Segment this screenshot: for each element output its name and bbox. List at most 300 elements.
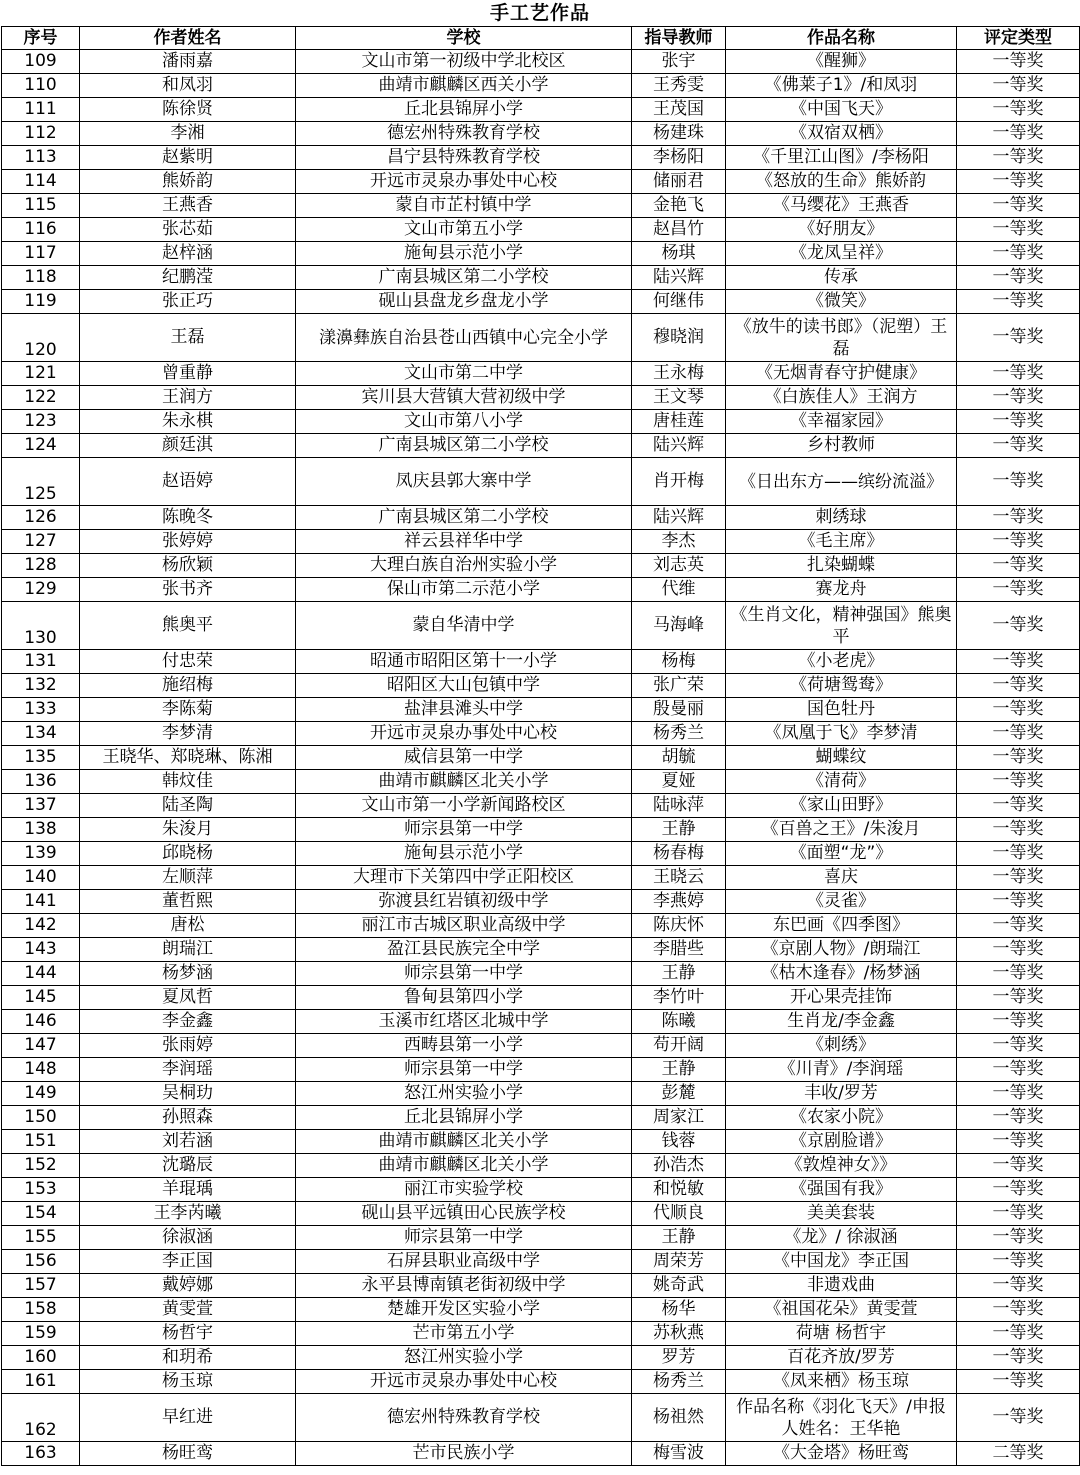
cell-teacher: 和悦敏 xyxy=(632,1178,726,1202)
cell-work: 《生肖文化，精神强国》熊奥平 xyxy=(726,602,957,650)
cell-seq: 119 xyxy=(2,290,80,314)
cell-author: 羊琨瑀 xyxy=(80,1178,296,1202)
cell-seq: 146 xyxy=(2,1010,80,1034)
cell-award: 一等奖 xyxy=(957,1370,1080,1394)
cell-work: 《凤来栖》杨玉琼 xyxy=(726,1370,957,1394)
cell-school: 玉溪市红塔区北城中学 xyxy=(296,1010,632,1034)
header-school: 学校 xyxy=(296,27,632,50)
cell-work: 《百兽之王》/朱浚月 xyxy=(726,818,957,842)
cell-school: 师宗县第一中学 xyxy=(296,962,632,986)
cell-author: 杨旺鸾 xyxy=(80,1442,296,1466)
cell-work: 《马缨花》王燕香 xyxy=(726,194,957,218)
cell-award: 一等奖 xyxy=(957,314,1080,362)
cell-author: 韩炆佳 xyxy=(80,770,296,794)
cell-school: 保山市第二示范小学 xyxy=(296,578,632,602)
cell-author: 熊奥平 xyxy=(80,602,296,650)
table-row xyxy=(2,986,1080,1010)
table-row xyxy=(2,1394,1080,1442)
header-award: 评定类型 xyxy=(957,27,1080,50)
cell-work: 美美套装 xyxy=(726,1202,957,1226)
cell-teacher: 王茂国 xyxy=(632,98,726,122)
cell-seq: 125 xyxy=(2,458,80,506)
cell-school: 昌宁县特殊教育学校 xyxy=(296,146,632,170)
cell-author: 潘雨嘉 xyxy=(80,50,296,74)
header-author: 作者姓名 xyxy=(80,27,296,50)
cell-school: 开远市灵泉办事处中心校 xyxy=(296,170,632,194)
cell-author: 王燕香 xyxy=(80,194,296,218)
cell-teacher: 王静 xyxy=(632,818,726,842)
cell-school: 师宗县第一中学 xyxy=(296,1058,632,1082)
cell-school: 昭通市昭阳区第十一小学 xyxy=(296,650,632,674)
cell-teacher: 杨琪 xyxy=(632,242,726,266)
cell-seq: 112 xyxy=(2,122,80,146)
cell-teacher: 李杨阳 xyxy=(632,146,726,170)
cell-work: 东巴画《四季图》 xyxy=(726,914,957,938)
table-row xyxy=(2,98,1080,122)
header-row xyxy=(2,27,1080,50)
cell-school: 文山市第一小学新闻路校区 xyxy=(296,794,632,818)
cell-award: 一等奖 xyxy=(957,98,1080,122)
cell-author: 张芯茹 xyxy=(80,218,296,242)
cell-school: 曲靖市麒麟区北关小学 xyxy=(296,1154,632,1178)
cell-school: 文山市第五小学 xyxy=(296,218,632,242)
cell-teacher: 肖开梅 xyxy=(632,458,726,506)
cell-teacher: 杨秀兰 xyxy=(632,1370,726,1394)
cell-award: 一等奖 xyxy=(957,1346,1080,1370)
cell-award: 一等奖 xyxy=(957,410,1080,434)
cell-seq: 120 xyxy=(2,314,80,362)
cell-award: 一等奖 xyxy=(957,266,1080,290)
cell-school: 文山市第八小学 xyxy=(296,410,632,434)
table-row xyxy=(2,362,1080,386)
table-row xyxy=(2,74,1080,98)
cell-author: 纪鹏滢 xyxy=(80,266,296,290)
cell-award: 一等奖 xyxy=(957,1226,1080,1250)
cell-school: 宾川县大营镇大营初级中学 xyxy=(296,386,632,410)
cell-teacher: 陆兴辉 xyxy=(632,266,726,290)
cell-award: 一等奖 xyxy=(957,50,1080,74)
header-seq: 序号 xyxy=(2,27,80,50)
cell-author: 王晓华、郑晓琳、陈湘 xyxy=(80,746,296,770)
table-row xyxy=(2,842,1080,866)
cell-author: 戴婷娜 xyxy=(80,1274,296,1298)
cell-school: 曲靖市麒麟区西关小学 xyxy=(296,74,632,98)
cell-teacher: 杨春梅 xyxy=(632,842,726,866)
table-row xyxy=(2,290,1080,314)
cell-teacher: 周家江 xyxy=(632,1106,726,1130)
cell-school: 丘北县锦屏小学 xyxy=(296,1106,632,1130)
cell-teacher: 孙浩杰 xyxy=(632,1154,726,1178)
cell-author: 张书齐 xyxy=(80,578,296,602)
table-row xyxy=(2,938,1080,962)
cell-award: 一等奖 xyxy=(957,1322,1080,1346)
cell-school: 石屏县职业高级中学 xyxy=(296,1250,632,1274)
cell-teacher: 钱蓉 xyxy=(632,1130,726,1154)
cell-seq: 128 xyxy=(2,554,80,578)
table-row xyxy=(2,1274,1080,1298)
cell-work: 《清荷》 xyxy=(726,770,957,794)
cell-seq: 122 xyxy=(2,386,80,410)
cell-author: 付忠荣 xyxy=(80,650,296,674)
cell-author: 赵紫明 xyxy=(80,146,296,170)
table-row xyxy=(2,242,1080,266)
cell-author: 王李芮曦 xyxy=(80,1202,296,1226)
cell-award: 一等奖 xyxy=(957,554,1080,578)
cell-teacher: 杨华 xyxy=(632,1298,726,1322)
cell-school: 曲靖市麒麟区北关小学 xyxy=(296,770,632,794)
cell-teacher: 代维 xyxy=(632,578,726,602)
cell-teacher: 王静 xyxy=(632,1058,726,1082)
cell-award: 一等奖 xyxy=(957,1154,1080,1178)
table-row xyxy=(2,1106,1080,1130)
table-row xyxy=(2,722,1080,746)
cell-award: 一等奖 xyxy=(957,218,1080,242)
cell-school: 鲁甸县第四小学 xyxy=(296,986,632,1010)
cell-teacher: 李腊些 xyxy=(632,938,726,962)
cell-work: 《祖国花朵》黄雯萱 xyxy=(726,1298,957,1322)
cell-seq: 156 xyxy=(2,1250,80,1274)
cell-work: 《枯木逢春》/杨梦涵 xyxy=(726,962,957,986)
cell-seq: 126 xyxy=(2,506,80,530)
cell-author: 徐淑涵 xyxy=(80,1226,296,1250)
cell-school: 文山市第一初级中学北校区 xyxy=(296,50,632,74)
cell-teacher: 胡毓 xyxy=(632,746,726,770)
cell-work: 《好朋友》 xyxy=(726,218,957,242)
cell-teacher: 陈庆怀 xyxy=(632,914,726,938)
table-row xyxy=(2,674,1080,698)
cell-work: 百花齐放/罗芳 xyxy=(726,1346,957,1370)
table-row xyxy=(2,386,1080,410)
cell-school: 威信县第一中学 xyxy=(296,746,632,770)
cell-work: 《怒放的生命》熊娇韵 xyxy=(726,170,957,194)
table-row xyxy=(2,1322,1080,1346)
table-row xyxy=(2,962,1080,986)
cell-teacher: 陆兴辉 xyxy=(632,506,726,530)
cell-school: 广南县城区第二小学校 xyxy=(296,506,632,530)
cell-seq: 117 xyxy=(2,242,80,266)
cell-author: 张婷婷 xyxy=(80,530,296,554)
cell-school: 祥云县祥华中学 xyxy=(296,530,632,554)
cell-school: 盈江县民族完全中学 xyxy=(296,938,632,962)
cell-author: 陆圣陶 xyxy=(80,794,296,818)
cell-award: 一等奖 xyxy=(957,146,1080,170)
cell-seq: 163 xyxy=(2,1442,80,1466)
cell-author: 邱晓杨 xyxy=(80,842,296,866)
cell-school: 文山市第二中学 xyxy=(296,362,632,386)
table-row xyxy=(2,1442,1080,1466)
cell-work: 《放牛的读书郎》（泥塑）王磊 xyxy=(726,314,957,362)
table-row xyxy=(2,146,1080,170)
table-row xyxy=(2,1058,1080,1082)
cell-work: 《双宿双栖》 xyxy=(726,122,957,146)
cell-school: 弥渡县红岩镇初级中学 xyxy=(296,890,632,914)
cell-seq: 136 xyxy=(2,770,80,794)
cell-work: 荷塘 杨哲宇 xyxy=(726,1322,957,1346)
cell-teacher: 王晓云 xyxy=(632,866,726,890)
cell-teacher: 张宇 xyxy=(632,50,726,74)
table-row xyxy=(2,530,1080,554)
cell-work: 《千里江山图》/李杨阳 xyxy=(726,146,957,170)
cell-teacher: 代顺良 xyxy=(632,1202,726,1226)
cell-seq: 135 xyxy=(2,746,80,770)
cell-author: 杨哲宇 xyxy=(80,1322,296,1346)
cell-author: 杨玉琼 xyxy=(80,1370,296,1394)
cell-award: 一等奖 xyxy=(957,698,1080,722)
cell-author: 李金鑫 xyxy=(80,1010,296,1034)
cell-seq: 123 xyxy=(2,410,80,434)
cell-work: 《中国飞天》 xyxy=(726,98,957,122)
cell-seq: 141 xyxy=(2,890,80,914)
cell-seq: 134 xyxy=(2,722,80,746)
cell-seq: 153 xyxy=(2,1178,80,1202)
cell-seq: 161 xyxy=(2,1370,80,1394)
cell-author: 陈晚冬 xyxy=(80,506,296,530)
cell-teacher: 李杰 xyxy=(632,530,726,554)
cell-teacher: 李竹叶 xyxy=(632,986,726,1010)
cell-work: 《荷塘鸳鸯》 xyxy=(726,674,957,698)
table-row xyxy=(2,1226,1080,1250)
cell-work: 《家山田野》 xyxy=(726,794,957,818)
cell-work: 《微笑》 xyxy=(726,290,957,314)
cell-teacher: 穆晓润 xyxy=(632,314,726,362)
cell-teacher: 杨秀兰 xyxy=(632,722,726,746)
cell-school: 漾濞彝族自治县苍山西镇中心完全小学 xyxy=(296,314,632,362)
cell-work: 蝴蝶纹 xyxy=(726,746,957,770)
cell-work: 国色牡丹 xyxy=(726,698,957,722)
table-row xyxy=(2,170,1080,194)
cell-award: 一等奖 xyxy=(957,506,1080,530)
cell-school: 大理市下关第四中学正阳校区 xyxy=(296,866,632,890)
cell-author: 张正巧 xyxy=(80,290,296,314)
cell-school: 凤庆县郭大寨中学 xyxy=(296,458,632,506)
cell-work: 《小老虎》 xyxy=(726,650,957,674)
cell-award: 一等奖 xyxy=(957,1202,1080,1226)
cell-school: 楚雄开发区实验小学 xyxy=(296,1298,632,1322)
table-row xyxy=(2,458,1080,506)
cell-work: 《京剧脸谱》 xyxy=(726,1130,957,1154)
cell-author: 和凤羽 xyxy=(80,74,296,98)
cell-school: 大理白族自治州实验小学 xyxy=(296,554,632,578)
cell-seq: 113 xyxy=(2,146,80,170)
cell-teacher: 周荣芳 xyxy=(632,1250,726,1274)
table-body xyxy=(2,50,1080,1466)
cell-work: 作品名称《羽化飞天》/申报人姓名：王华艳 xyxy=(726,1394,957,1442)
cell-author: 朱永棋 xyxy=(80,410,296,434)
cell-author: 吴桐玏 xyxy=(80,1082,296,1106)
cell-seq: 140 xyxy=(2,866,80,890)
cell-author: 张雨婷 xyxy=(80,1034,296,1058)
cell-award: 一等奖 xyxy=(957,1010,1080,1034)
cell-author: 王磊 xyxy=(80,314,296,362)
cell-seq: 115 xyxy=(2,194,80,218)
cell-seq: 129 xyxy=(2,578,80,602)
cell-work: 《凤凰于飞》李梦清 xyxy=(726,722,957,746)
header-teacher: 指导教师 xyxy=(632,27,726,50)
cell-seq: 158 xyxy=(2,1298,80,1322)
cell-work: 《白族佳人》王润方 xyxy=(726,386,957,410)
cell-award: 一等奖 xyxy=(957,914,1080,938)
cell-school: 德宏州特殊教育学校 xyxy=(296,122,632,146)
table-row xyxy=(2,1130,1080,1154)
cell-award: 一等奖 xyxy=(957,1106,1080,1130)
cell-author: 杨梦涵 xyxy=(80,962,296,986)
cell-school: 师宗县第一中学 xyxy=(296,818,632,842)
cell-author: 李梦清 xyxy=(80,722,296,746)
cell-work: 《无烟青春守护健康》 xyxy=(726,362,957,386)
cell-work: 《醒狮》 xyxy=(726,50,957,74)
cell-school: 怒江州实验小学 xyxy=(296,1082,632,1106)
cell-author: 曾重静 xyxy=(80,362,296,386)
cell-award: 一等奖 xyxy=(957,290,1080,314)
cell-teacher: 何继伟 xyxy=(632,290,726,314)
cell-work: 刺绣球 xyxy=(726,506,957,530)
cell-award: 一等奖 xyxy=(957,1178,1080,1202)
cell-seq: 142 xyxy=(2,914,80,938)
cell-school: 昭阳区大山包镇中学 xyxy=(296,674,632,698)
cell-school: 蒙自华清中学 xyxy=(296,602,632,650)
table-row xyxy=(2,698,1080,722)
table-row xyxy=(2,410,1080,434)
awards-table xyxy=(1,26,1080,1466)
cell-work: 赛龙舟 xyxy=(726,578,957,602)
table-row xyxy=(2,50,1080,74)
cell-school: 丽江市实验学校 xyxy=(296,1178,632,1202)
cell-teacher: 王静 xyxy=(632,962,726,986)
table-row xyxy=(2,266,1080,290)
cell-seq: 111 xyxy=(2,98,80,122)
cell-award: 一等奖 xyxy=(957,386,1080,410)
cell-seq: 152 xyxy=(2,1154,80,1178)
cell-teacher: 王静 xyxy=(632,1226,726,1250)
cell-work: 生肖龙/李金鑫 xyxy=(726,1010,957,1034)
cell-seq: 116 xyxy=(2,218,80,242)
table-row xyxy=(2,218,1080,242)
cell-award: 一等奖 xyxy=(957,986,1080,1010)
cell-work: 《龙》/ 徐淑涵 xyxy=(726,1226,957,1250)
cell-author: 李正国 xyxy=(80,1250,296,1274)
cell-work: 开心果壳挂饰 xyxy=(726,986,957,1010)
cell-school: 广南县城区第二小学校 xyxy=(296,266,632,290)
cell-award: 一等奖 xyxy=(957,1130,1080,1154)
cell-author: 颜廷淇 xyxy=(80,434,296,458)
cell-seq: 147 xyxy=(2,1034,80,1058)
cell-teacher: 夏娅 xyxy=(632,770,726,794)
cell-award: 一等奖 xyxy=(957,674,1080,698)
cell-award: 一等奖 xyxy=(957,650,1080,674)
cell-seq: 162 xyxy=(2,1394,80,1442)
cell-teacher: 王永梅 xyxy=(632,362,726,386)
cell-school: 丽江市古城区职业高级中学 xyxy=(296,914,632,938)
cell-author: 陈徐贤 xyxy=(80,98,296,122)
cell-award: 一等奖 xyxy=(957,1274,1080,1298)
cell-author: 孙照森 xyxy=(80,1106,296,1130)
cell-teacher: 赵昌竹 xyxy=(632,218,726,242)
cell-award: 一等奖 xyxy=(957,602,1080,650)
cell-work: 《川青》/李润瑶 xyxy=(726,1058,957,1082)
cell-teacher: 殷曼丽 xyxy=(632,698,726,722)
cell-award: 一等奖 xyxy=(957,242,1080,266)
table-row xyxy=(2,314,1080,362)
cell-work: 《龙凤呈祥》 xyxy=(726,242,957,266)
cell-seq: 154 xyxy=(2,1202,80,1226)
cell-seq: 127 xyxy=(2,530,80,554)
cell-teacher: 姚奇武 xyxy=(632,1274,726,1298)
table-row xyxy=(2,1178,1080,1202)
cell-award: 一等奖 xyxy=(957,794,1080,818)
cell-seq: 124 xyxy=(2,434,80,458)
cell-school: 施甸县示范小学 xyxy=(296,242,632,266)
cell-award: 一等奖 xyxy=(957,770,1080,794)
cell-author: 赵语婷 xyxy=(80,458,296,506)
cell-school: 开远市灵泉办事处中心校 xyxy=(296,1370,632,1394)
cell-school: 施甸县示范小学 xyxy=(296,842,632,866)
cell-seq: 132 xyxy=(2,674,80,698)
cell-award: 一等奖 xyxy=(957,890,1080,914)
cell-author: 刘若涵 xyxy=(80,1130,296,1154)
table-row xyxy=(2,506,1080,530)
table-row xyxy=(2,194,1080,218)
cell-seq: 110 xyxy=(2,74,80,98)
cell-work: 《中国龙》李正国 xyxy=(726,1250,957,1274)
cell-teacher: 彭麓 xyxy=(632,1082,726,1106)
table-row xyxy=(2,866,1080,890)
cell-author: 李湘 xyxy=(80,122,296,146)
cell-seq: 159 xyxy=(2,1322,80,1346)
cell-school: 盐津县滩头中学 xyxy=(296,698,632,722)
cell-seq: 109 xyxy=(2,50,80,74)
cell-author: 赵梓涵 xyxy=(80,242,296,266)
table-row xyxy=(2,770,1080,794)
cell-seq: 150 xyxy=(2,1106,80,1130)
cell-work: 传承 xyxy=(726,266,957,290)
cell-school: 广南县城区第二小学校 xyxy=(296,434,632,458)
page-title: 手工艺作品 xyxy=(489,2,590,24)
cell-author: 沈璐辰 xyxy=(80,1154,296,1178)
cell-seq: 151 xyxy=(2,1130,80,1154)
table-row xyxy=(2,746,1080,770)
cell-author: 王润方 xyxy=(80,386,296,410)
cell-teacher: 梅雪波 xyxy=(632,1442,726,1466)
table-row xyxy=(2,1082,1080,1106)
cell-award: 一等奖 xyxy=(957,1058,1080,1082)
cell-seq: 138 xyxy=(2,818,80,842)
cell-teacher: 杨梅 xyxy=(632,650,726,674)
cell-author: 李陈菊 xyxy=(80,698,296,722)
cell-work: 《农家小院》 xyxy=(726,1106,957,1130)
cell-award: 一等奖 xyxy=(957,530,1080,554)
header-work: 作品名称 xyxy=(726,27,957,50)
cell-award: 一等奖 xyxy=(957,962,1080,986)
cell-teacher: 杨祖然 xyxy=(632,1394,726,1442)
cell-award: 二等奖 xyxy=(957,1442,1080,1466)
cell-school: 砚山县盘龙乡盘龙小学 xyxy=(296,290,632,314)
cell-teacher: 李燕婷 xyxy=(632,890,726,914)
cell-teacher: 马海峰 xyxy=(632,602,726,650)
cell-teacher: 刘志英 xyxy=(632,554,726,578)
table-row xyxy=(2,818,1080,842)
cell-teacher: 储丽君 xyxy=(632,170,726,194)
cell-seq: 139 xyxy=(2,842,80,866)
table-row xyxy=(2,650,1080,674)
cell-author: 左顺萍 xyxy=(80,866,296,890)
cell-author: 董哲熙 xyxy=(80,890,296,914)
cell-seq: 137 xyxy=(2,794,80,818)
cell-teacher: 苏秋燕 xyxy=(632,1322,726,1346)
cell-seq: 148 xyxy=(2,1058,80,1082)
table-row xyxy=(2,1154,1080,1178)
cell-award: 一等奖 xyxy=(957,1250,1080,1274)
cell-school: 蒙自市芷村镇中学 xyxy=(296,194,632,218)
